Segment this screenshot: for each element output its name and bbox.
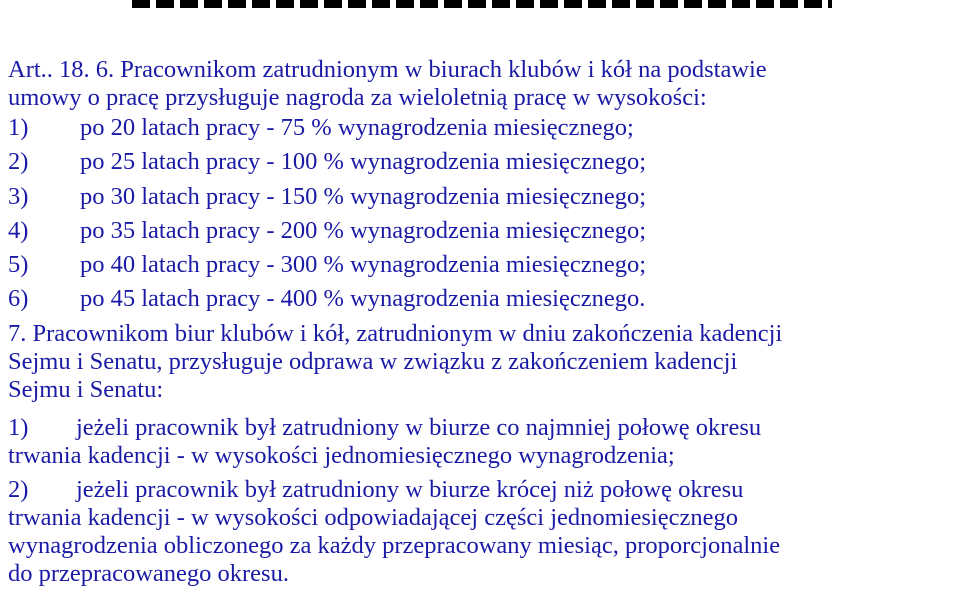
list-item	[8, 476, 743, 504]
list-item	[8, 285, 645, 313]
list-item-continuation: do przepracowanego okresu.	[8, 560, 289, 587]
list-item-number: 2)	[8, 148, 29, 175]
list-item	[8, 217, 646, 245]
p6-line-2: umowy o pracę przysługuje nagroda za wieloletnią pracę w wysokości:	[8, 84, 707, 111]
list-item-number: 6)	[8, 285, 29, 312]
p6-line-1: Art.. 18. 6. Pracownikom zatrudnionym w biurach klubów i kół na podstawie	[8, 56, 767, 83]
list-item-continuation: trwania kadencji - w wysokości jednomiesięcznego wynagrodzenia;	[8, 442, 675, 469]
list-item-text: po 40 latach pracy - 300 % wynagrodzenia miesięcznego;	[80, 251, 647, 278]
list-item-text: po 45 latach pracy - 400 % wynagrodzenia miesięcznego.	[80, 285, 646, 312]
p7-line-2: Sejmu i Senatu, przysługuje odprawa w związku z zakończeniem kadencji	[8, 348, 738, 375]
list-item-text: po 20 latach pracy - 75 % wynagrodzenia miesięcznego;	[80, 114, 634, 141]
list-item-text: po 35 latach pracy - 200 % wynagrodzenia miesięcznego;	[80, 217, 647, 244]
list-item-number: 3)	[8, 183, 29, 210]
top-dashed-border	[132, 0, 832, 8]
list-item-number: 1)	[8, 414, 29, 441]
list-item-number: 4)	[8, 217, 29, 244]
list-item-text: po 25 latach pracy - 100 % wynagrodzenia miesięcznego;	[80, 148, 647, 175]
list-item-text: jeżeli pracownik był zatrudniony w biurze co najmniej połowę okresu	[76, 414, 762, 441]
list-item-number: 1)	[8, 114, 29, 141]
list-item-continuation: trwania kadencji - w wysokości odpowiadającej części jednomiesięcznego	[8, 504, 738, 531]
p7-line-1: 7. Pracownikom biur klubów i kół, zatrudnionym w dniu zakończenia kadencji	[8, 320, 783, 347]
list-item	[8, 148, 646, 176]
list-item	[8, 114, 634, 142]
list-item-number: 5)	[8, 251, 29, 278]
list-item	[8, 183, 646, 211]
list-item-number: 2)	[8, 476, 29, 503]
list-item	[8, 251, 646, 279]
list-item-text: jeżeli pracownik był zatrudniony w biurze krócej niż połowę okresu	[76, 476, 744, 503]
list-item	[8, 414, 761, 442]
p7-line-3: Sejmu i Senatu:	[8, 376, 164, 403]
list-item-text: po 30 latach pracy - 150 % wynagrodzenia miesięcznego;	[80, 183, 647, 210]
list-item-continuation: wynagrodzenia obliczonego za każdy przepracowany miesiąc, proporcjonalnie	[8, 532, 781, 559]
